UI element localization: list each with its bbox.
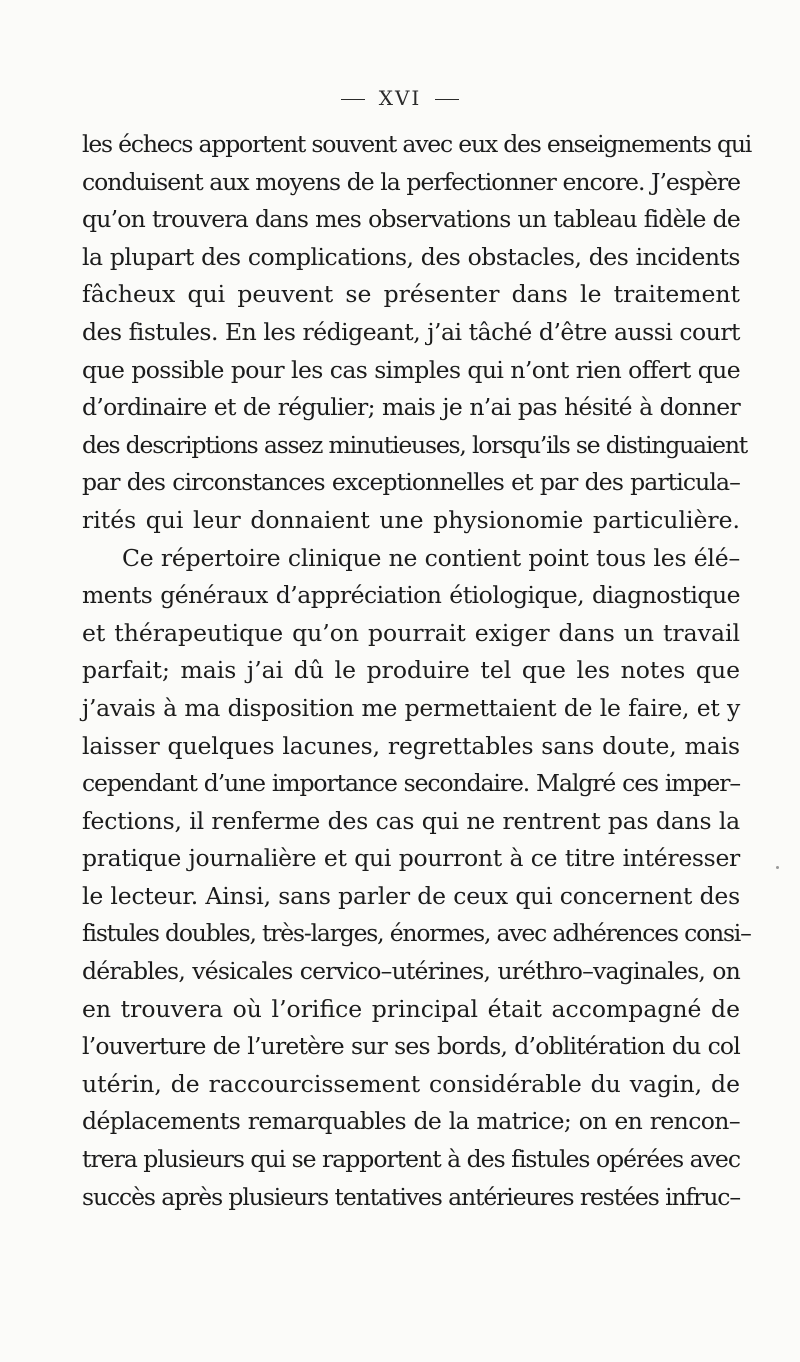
text-line: la plupart des complications, des obstacles, des incidents <box>82 242 740 271</box>
text-line: et thérapeutique qu’on pourrait exiger dans un travail <box>82 618 740 647</box>
text-line: ments généraux d’appréciation étiologique, diagnostique <box>82 581 740 610</box>
text-line: le lecteur. Ainsi, sans parler de ceux qui concernent des <box>82 881 740 910</box>
text-line: parfait; mais j’ai dû le produire tel que les notes que <box>82 656 740 685</box>
text-line: succès après plusieurs tentatives antérieures restées infruc– <box>82 1182 740 1211</box>
text-line: fâcheux qui peuvent se présenter dans le traitement <box>82 280 740 309</box>
text-line: des descriptions assez minutieuses, lorsqu’ils se distinguaient <box>82 430 748 459</box>
text-line: cependant d’une importance secondaire. Malgré ces imper– <box>82 769 740 798</box>
margin-speck <box>776 866 779 869</box>
text-line: utérin, de raccourcissement considérable du vagin, de <box>82 1069 740 1098</box>
text-line: des fistules. En les rédigeant, j’ai tâché d’être aussi court <box>82 317 740 346</box>
folio-dash-right <box>435 99 459 100</box>
text-line: j’avais à ma disposition me permettaient de le faire, et y <box>82 693 740 722</box>
page-number-header <box>0 86 800 110</box>
text-line: laisser quelques lacunes, regrettables sans doute, mais <box>82 731 740 760</box>
text-line: pratique journalière et qui pourront à ce titre intéresser <box>82 844 740 873</box>
text-line: trera plusieurs qui se rapportent à des fistules opérées avec <box>82 1145 740 1174</box>
text-line: les échecs apportent souvent avec eux des enseignements qui <box>82 130 752 158</box>
text-line: déplacements remarquables de la matrice; on en rencon– <box>82 1107 740 1136</box>
text-line: par des circonstances exceptionnelles et par des particula– <box>82 468 740 497</box>
text-line: d’ordinaire et de régulier; mais je n’ai pas hésité à donner <box>82 393 740 422</box>
text-line: que possible pour les cas simples qui n’ont rien offert que <box>82 355 740 384</box>
text-line: fections, il renferme des cas qui ne rentrent pas dans la <box>82 806 740 835</box>
body-text <box>82 126 752 1216</box>
text-line: fistules doubles, très-larges, énormes, avec adhérences consi– <box>82 919 751 948</box>
text-line: en trouvera où l’orifice principal était accompagné de <box>82 994 740 1023</box>
text-line: rités qui leur donnaient une physionomie particulière. <box>82 505 740 534</box>
page-number: XVI <box>378 86 422 110</box>
text-line: dérables, vésicales cervico–utérines, uréthro–vaginales, on <box>82 957 740 986</box>
folio-dash-left <box>341 99 365 100</box>
text-line: l’ouverture de l’uretère sur ses bords, d’oblitération du col <box>82 1032 740 1061</box>
text-line: conduisent aux moyens de la perfectionner encore. J’espère <box>82 167 740 196</box>
text-line: qu’on trouvera dans mes observations un tableau fidèle de <box>82 205 740 234</box>
paragraph-first-line: Ce répertoire clinique ne contient point tous les élé– <box>122 543 740 572</box>
